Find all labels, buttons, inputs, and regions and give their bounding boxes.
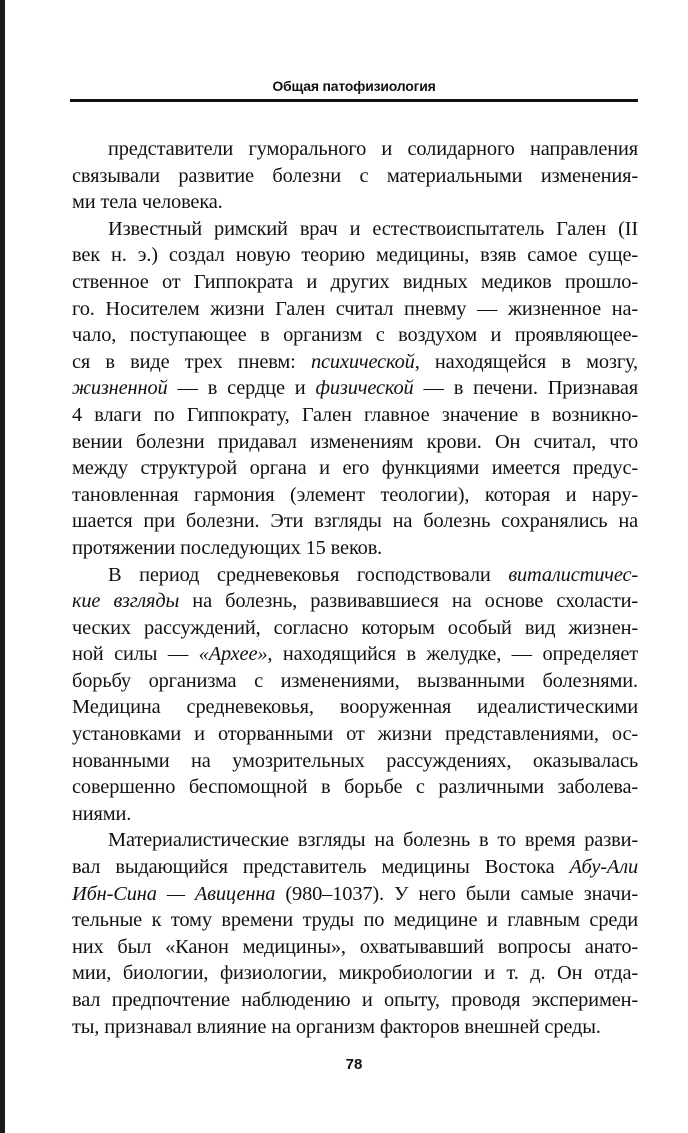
text-run: 4 влаги по Гиппократу, Гален главное значение в возникно-: [72, 403, 638, 426]
text-line: [72, 748, 638, 775]
text-run: них был «Канон медицины», охватывавший вопросы анато-: [72, 935, 638, 958]
text-run: шается при болезни. Эти взгляды на болезнь сохранялись на: [72, 510, 638, 533]
text-line: [72, 508, 638, 535]
text-run: ми тела человека.: [72, 191, 223, 214]
text-run: между структурой органа и его функциями имеется предус-: [72, 457, 638, 480]
text-run: ческих рассуждений, согласно которым особый вид жизнен-: [72, 616, 638, 639]
italic-term: Абу-Али: [569, 856, 638, 879]
text-line: [72, 375, 638, 402]
text-line: [72, 694, 638, 721]
text-run: борьбу организма с изменениями, вызванными болезнями.: [72, 669, 638, 692]
text-line: [72, 322, 638, 349]
text-line: [72, 349, 638, 376]
italic-term: Ибн-Сина — Авиценна: [72, 882, 276, 905]
text-run: представители гуморального и солидарного направления: [108, 138, 638, 160]
text-line: [72, 136, 638, 163]
text-run: тельные к тому времени труды по медицине и главным среди: [72, 909, 638, 932]
text-line: [72, 774, 638, 801]
text-line: [72, 801, 638, 828]
header-rule: [70, 99, 638, 102]
text-run: тановленная гармония (элемент теологии), которая и нару-: [72, 483, 638, 506]
text-run: протяжении последующих 15 веков.: [72, 536, 383, 559]
text-line: [72, 668, 638, 695]
body-text: [72, 136, 638, 1040]
text-line: [72, 482, 638, 509]
text-line: [72, 402, 638, 429]
text-line: [72, 535, 638, 562]
text-run: установками и оторванными от жизни представлениями, ос-: [72, 723, 638, 746]
text-run: ты, признавал влияние на организм факторов внешней среды.: [72, 1015, 601, 1038]
paragraph: [72, 216, 638, 562]
text-run: — в сердце и: [167, 377, 316, 400]
text-line: [72, 827, 638, 854]
text-line: [72, 854, 638, 881]
text-run: вал предпочтение наблюдению и опыту, проводя эксперимен-: [72, 989, 638, 1011]
page-number: 78: [345, 1056, 363, 1073]
text-run: (980–1037). У него были самые значи-: [275, 882, 638, 905]
text-line: [72, 1014, 638, 1041]
text-line: [72, 641, 638, 668]
text-run: совершенно беспомощной в борьбе с различными заболева-: [72, 776, 638, 799]
italic-term: жизненной: [72, 377, 168, 400]
text-run: ственное от Гиппократа и других видных медиков прошло-: [72, 270, 638, 293]
text-run: связывали развитие болезни с материальными изменения-: [72, 164, 638, 187]
text-run: мии, биологии, физиологии, микробиологии и т. д. Он отда-: [72, 962, 638, 985]
text-line: [72, 189, 638, 216]
italic-term: «Архее»: [198, 643, 268, 666]
text-line: [72, 615, 638, 642]
text-run: нованными на умозрительных рассуждениях, оказывалась: [72, 749, 638, 772]
text-line: [72, 296, 638, 323]
italic-term: психической: [310, 350, 415, 373]
text-line: [72, 455, 638, 482]
text-run: на болезнь, развивавшиеся на основе схоласти-: [179, 590, 638, 613]
text-line: [72, 960, 638, 987]
text-run: век н. э.) создал новую теорию медицины, взяв самое суще-: [72, 244, 638, 267]
text-line: [72, 721, 638, 748]
text-line: [72, 907, 638, 934]
text-run: го. Носителем жизни Гален считал пневму — жизненное на-: [72, 297, 638, 320]
text-run: ся в виде трех пневм:: [72, 350, 311, 373]
running-header-title: Общая патофизиология: [272, 78, 436, 94]
text-run: , находящейся в мозгу,: [414, 350, 639, 373]
text-line: [72, 242, 638, 269]
text-run: Материалистические взгляды на болезнь в то время разви-: [108, 829, 638, 852]
text-line: [72, 269, 638, 296]
italic-term: виталистичес-: [508, 563, 638, 586]
text-run: В период средневековья господствовали: [108, 563, 509, 586]
text-run: Известный римский врач и естествоиспытатель Гален (II: [108, 217, 638, 240]
text-run: ной силы —: [72, 643, 199, 666]
text-line: [72, 588, 638, 615]
text-line: [72, 881, 638, 908]
text-line: [72, 934, 638, 961]
paragraph: [72, 562, 638, 828]
text-run: ниями.: [72, 802, 132, 825]
italic-term: кие взгляды: [72, 590, 180, 613]
page-edge-shadow: [0, 0, 5, 1133]
text-line: [72, 163, 638, 190]
text-line: [72, 216, 638, 243]
paragraph: [72, 827, 638, 1040]
paragraph: [72, 136, 638, 216]
text-run: чало, поступающее в организм с воздухом и проявляющее-: [72, 324, 638, 347]
running-header: [70, 78, 638, 97]
text-line: [72, 429, 638, 456]
text-run: , находящийся в желудке, — определяет: [267, 643, 638, 666]
text-line: [72, 987, 638, 1014]
text-run: Медицина средневековья, вооруженная идеалистическими: [72, 696, 638, 719]
text-run: — в печени. Признавая: [413, 377, 638, 400]
text-line: [72, 562, 638, 589]
text-run: вал выдающийся представитель медицины Востока: [72, 856, 570, 879]
italic-term: физической: [315, 377, 414, 400]
text-run: вении болезни придавал изменениям крови. Он считал, что: [72, 430, 638, 453]
